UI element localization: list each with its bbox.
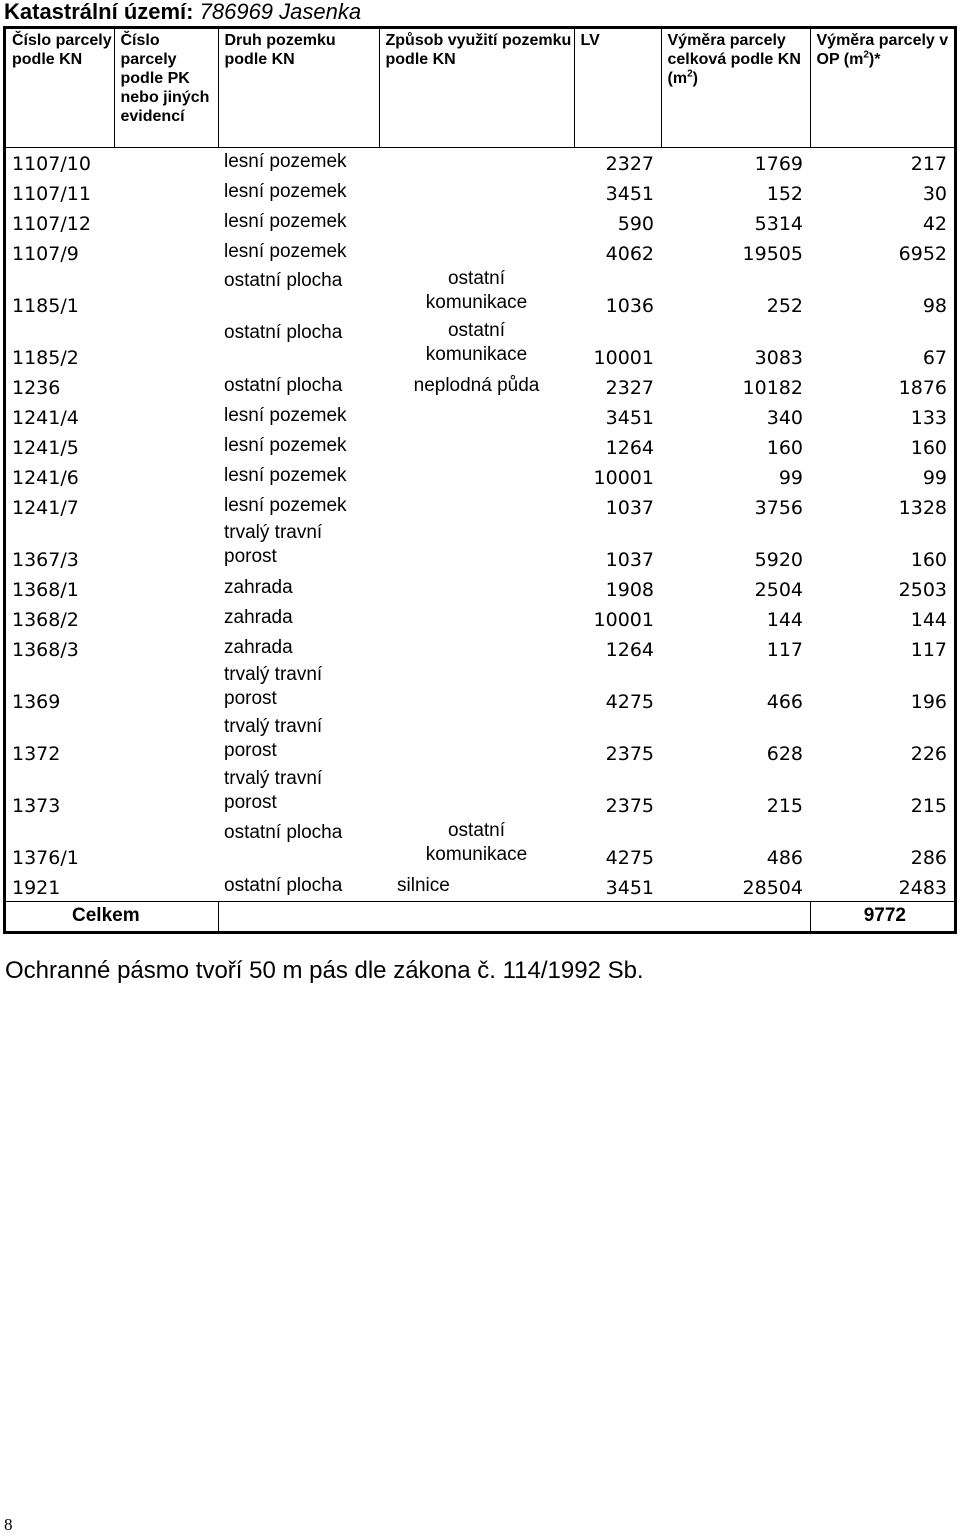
- land-use: [379, 663, 574, 715]
- lv-number: 4275: [605, 847, 654, 869]
- land-use: [379, 871, 574, 901]
- land-type: [218, 633, 379, 663]
- area-total: 117: [766, 639, 803, 661]
- land-type-text: lesní pozemek: [224, 151, 347, 172]
- land-use: [379, 521, 574, 573]
- area-total: 152: [766, 183, 803, 205]
- parcel-number: 1107/9: [12, 243, 79, 265]
- lv-number: 3451: [605, 876, 654, 899]
- land-type: [218, 207, 379, 237]
- parcel-pk: [114, 603, 218, 633]
- land-type: [218, 573, 379, 603]
- area-op: 286: [910, 847, 947, 869]
- header-zpusob: Způsob využití pozemku podle KN: [379, 29, 574, 147]
- land-type: [218, 177, 379, 207]
- table-row: [6, 715, 954, 767]
- land-type: [218, 767, 379, 819]
- area-op: 6952: [898, 243, 947, 265]
- land-type-text: zahrada: [224, 607, 293, 628]
- area-op: 217: [910, 153, 947, 175]
- table-row: [6, 207, 954, 237]
- area-total: 5920: [754, 549, 803, 571]
- land-use: [379, 207, 574, 237]
- land-use: [379, 573, 574, 603]
- area-op: 160: [910, 437, 947, 459]
- title-value: 786969 Jasenka: [199, 0, 362, 24]
- parcel-pk: [114, 767, 218, 819]
- parcel-number: 1241/7: [12, 497, 79, 519]
- land-type: [218, 663, 379, 715]
- land-type: [218, 819, 379, 871]
- lv-number: 2327: [605, 377, 654, 399]
- land-type-text: ostatní plocha: [224, 270, 343, 291]
- parcel-pk: [114, 715, 218, 767]
- header-vymera-total-text: Výměra parcely celková podle KN (m: [667, 32, 801, 87]
- land-type: [218, 715, 379, 767]
- header-row: [6, 29, 954, 147]
- parcel-number: 1241/6: [12, 467, 79, 489]
- parcel-pk: [114, 819, 218, 871]
- area-total: 19505: [742, 243, 803, 265]
- header-vymera-op: [810, 29, 954, 147]
- parcel-number: 1368/3: [12, 639, 79, 661]
- land-type: [218, 521, 379, 573]
- area-total: 340: [766, 407, 803, 429]
- parcel-number: 1921: [12, 876, 61, 899]
- area-op: 67: [922, 347, 947, 369]
- land-use: [379, 401, 574, 431]
- parcel-pk: [114, 521, 218, 573]
- area-total: 215: [766, 795, 803, 817]
- land-use-text: silnice: [397, 874, 450, 896]
- area-op: 133: [910, 407, 947, 429]
- lv-number: 4275: [605, 691, 654, 713]
- table-row: [6, 431, 954, 461]
- land-use: [379, 715, 574, 767]
- land-type-text: lesní pozemek: [224, 435, 347, 456]
- lv-number: 590: [617, 213, 654, 235]
- header-druh: Druh pozemku podle KN: [218, 29, 379, 147]
- area-total: 466: [766, 691, 803, 713]
- parcel-pk: [114, 267, 218, 319]
- parcel-pk: [114, 177, 218, 207]
- parcel-pk: [114, 573, 218, 603]
- land-type: [218, 431, 379, 461]
- table-row: [6, 491, 954, 521]
- area-op: 99: [922, 467, 947, 489]
- land-type-text: lesní pozemek: [224, 495, 347, 516]
- land-use: [379, 767, 574, 819]
- header-vymera-op-text: Výměra parcely v OP (m: [816, 32, 949, 68]
- parcel-pk: [114, 491, 218, 521]
- lv-number: 3451: [605, 407, 654, 429]
- land-type-text: zahrada: [224, 637, 293, 658]
- land-use: [379, 267, 574, 319]
- lv-number: 1264: [605, 639, 654, 661]
- area-total: 1769: [754, 153, 803, 175]
- land-type-text: ostatní plocha: [224, 874, 343, 896]
- lv-number: 1037: [605, 549, 654, 571]
- table-row: [6, 603, 954, 633]
- land-type-text: lesní pozemek: [224, 211, 347, 232]
- land-use-text: ostatní komunikace: [425, 268, 528, 313]
- land-use: [379, 147, 574, 177]
- lv-number: 1037: [605, 497, 654, 519]
- area-op: 226: [910, 743, 947, 765]
- area-total: 3083: [754, 347, 803, 369]
- area-op: 196: [910, 691, 947, 713]
- area-op: 98: [922, 295, 947, 317]
- area-op: 30: [922, 183, 947, 205]
- area-op: 160: [910, 549, 947, 571]
- area-total: 486: [766, 847, 803, 869]
- parcel-number: 1107/12: [12, 213, 91, 235]
- land-type-text: lesní pozemek: [224, 405, 347, 426]
- land-use: [379, 319, 574, 371]
- parcel-pk: [114, 207, 218, 237]
- total-row: [6, 901, 954, 931]
- total-label: Celkem: [6, 901, 218, 931]
- lv-number: 1908: [605, 579, 654, 601]
- table-row: [6, 371, 954, 401]
- parcel-pk: [114, 871, 218, 901]
- lv-number: 2375: [605, 795, 654, 817]
- parcel-number: 1372: [12, 743, 61, 765]
- area-op: 1876: [898, 377, 947, 399]
- table-row: [6, 767, 954, 819]
- parcel-number: 1185/2: [12, 347, 79, 369]
- land-type: [218, 491, 379, 521]
- area-op: 215: [910, 795, 947, 817]
- area-total: 160: [766, 437, 803, 459]
- area-op: 2503: [898, 579, 947, 601]
- land-type-text: zahrada: [224, 577, 293, 598]
- lv-number: 10001: [593, 347, 654, 369]
- parcel-number: 1368/2: [12, 609, 79, 631]
- land-type: [218, 237, 379, 267]
- land-use: [379, 237, 574, 267]
- land-use: [379, 819, 574, 871]
- area-op: 42: [922, 213, 947, 235]
- title-label: Katastrální území:: [4, 0, 194, 24]
- land-type-text: ostatní plocha: [224, 322, 343, 343]
- header-parcel-pk: Číslo parcely podle PK nebo jiných evidencí: [114, 29, 218, 147]
- parcel-table: [3, 26, 957, 934]
- land-type-text: trvalý travní porost: [224, 716, 323, 761]
- land-use-text: neplodná půda: [413, 375, 540, 396]
- area-total: 10182: [742, 377, 803, 399]
- lv-number: 1036: [605, 295, 654, 317]
- parcel-number: 1107/11: [12, 183, 91, 205]
- land-type: [218, 147, 379, 177]
- parcel-number: 1369: [12, 691, 61, 713]
- area-total: 252: [766, 295, 803, 317]
- header-vymera-total: [661, 29, 810, 147]
- header-vymera-total-tail: ): [692, 70, 698, 87]
- lv-number: 3451: [605, 183, 654, 205]
- land-type: [218, 461, 379, 491]
- page-title: [4, 0, 361, 24]
- table-row: [6, 147, 954, 177]
- header-lv: LV: [574, 29, 661, 147]
- table-row: [6, 401, 954, 431]
- lv-number: 2375: [605, 743, 654, 765]
- parcel-number: 1373: [12, 795, 61, 817]
- area-total: 628: [766, 743, 803, 765]
- parcel-number: 1185/1: [12, 295, 79, 317]
- header-parcel-kn: Číslo parcely podle KN: [6, 29, 114, 147]
- parcel-number: 1241/4: [12, 407, 79, 429]
- lv-number: 10001: [593, 467, 654, 489]
- lv-number: 2327: [605, 153, 654, 175]
- area-total: 99: [778, 467, 803, 489]
- parcel-pk: [114, 461, 218, 491]
- table-row: [6, 871, 954, 901]
- area-op: 1328: [898, 497, 947, 519]
- header-vymera-total-sup: 2: [687, 68, 693, 80]
- parcel-number: 1368/1: [12, 579, 79, 601]
- land-use-text: ostatní komunikace: [425, 320, 528, 365]
- page-number: 8: [4, 1515, 13, 1534]
- table-row: [6, 319, 954, 371]
- land-type-text: ostatní plocha: [224, 375, 343, 396]
- table-row: [6, 573, 954, 603]
- table-row: [6, 633, 954, 663]
- land-type-text: trvalý travní porost: [224, 664, 323, 709]
- table-row: [6, 267, 954, 319]
- table-row: [6, 177, 954, 207]
- land-use: [379, 603, 574, 633]
- land-type: [218, 319, 379, 371]
- parcel-number: 1367/3: [12, 549, 79, 571]
- parcel-number: 1241/5: [12, 437, 79, 459]
- parcel-pk: [114, 147, 218, 177]
- parcel-pk: [114, 431, 218, 461]
- table-row: [6, 663, 954, 715]
- table-row: [6, 521, 954, 573]
- land-type: [218, 267, 379, 319]
- land-use: [379, 431, 574, 461]
- parcel-pk: [114, 633, 218, 663]
- table-row: [6, 461, 954, 491]
- land-use: [379, 491, 574, 521]
- area-total: 5314: [754, 213, 803, 235]
- land-use: [379, 177, 574, 207]
- area-op: 144: [910, 609, 947, 631]
- land-type-text: ostatní plocha: [224, 822, 343, 843]
- land-type: [218, 871, 379, 901]
- land-use: [379, 371, 574, 401]
- area-op: 117: [910, 639, 947, 661]
- land-type-text: lesní pozemek: [224, 241, 347, 262]
- area-total: 144: [766, 609, 803, 631]
- parcel-number: 1376/1: [12, 847, 79, 869]
- land-type-text: trvalý travní porost: [224, 522, 323, 567]
- area-total: 28504: [742, 876, 803, 899]
- parcel-pk: [114, 401, 218, 431]
- land-type-text: trvalý travní porost: [224, 768, 323, 813]
- protection-zone-note: Ochranné pásmo tvoří 50 m pás dle zákona č. 114/1992 Sb.: [5, 957, 644, 984]
- header-vymera-op-tail: )*: [868, 51, 881, 68]
- lv-number: 4062: [605, 243, 654, 265]
- parcel-pk: [114, 371, 218, 401]
- parcel-number: 1107/10: [12, 153, 91, 175]
- lv-number: 10001: [593, 609, 654, 631]
- table-row: [6, 237, 954, 267]
- land-type: [218, 603, 379, 633]
- parcel-pk: [114, 237, 218, 267]
- parcel-number: 1236: [12, 377, 61, 399]
- area-op: 2483: [898, 876, 947, 899]
- lv-number: 1264: [605, 437, 654, 459]
- parcel-pk: [114, 319, 218, 371]
- header-vymera-op-sup: 2: [863, 49, 869, 61]
- area-total: 3756: [754, 497, 803, 519]
- land-use: [379, 633, 574, 663]
- land-use: [379, 461, 574, 491]
- total-spacer: [218, 901, 810, 931]
- land-type-text: lesní pozemek: [224, 181, 347, 202]
- land-use-text: ostatní komunikace: [425, 820, 528, 865]
- land-type-text: lesní pozemek: [224, 465, 347, 486]
- area-total: 2504: [754, 579, 803, 601]
- land-type: [218, 401, 379, 431]
- land-type: [218, 371, 379, 401]
- table-row: [6, 819, 954, 871]
- parcel-pk: [114, 663, 218, 715]
- total-value: 9772: [810, 901, 954, 931]
